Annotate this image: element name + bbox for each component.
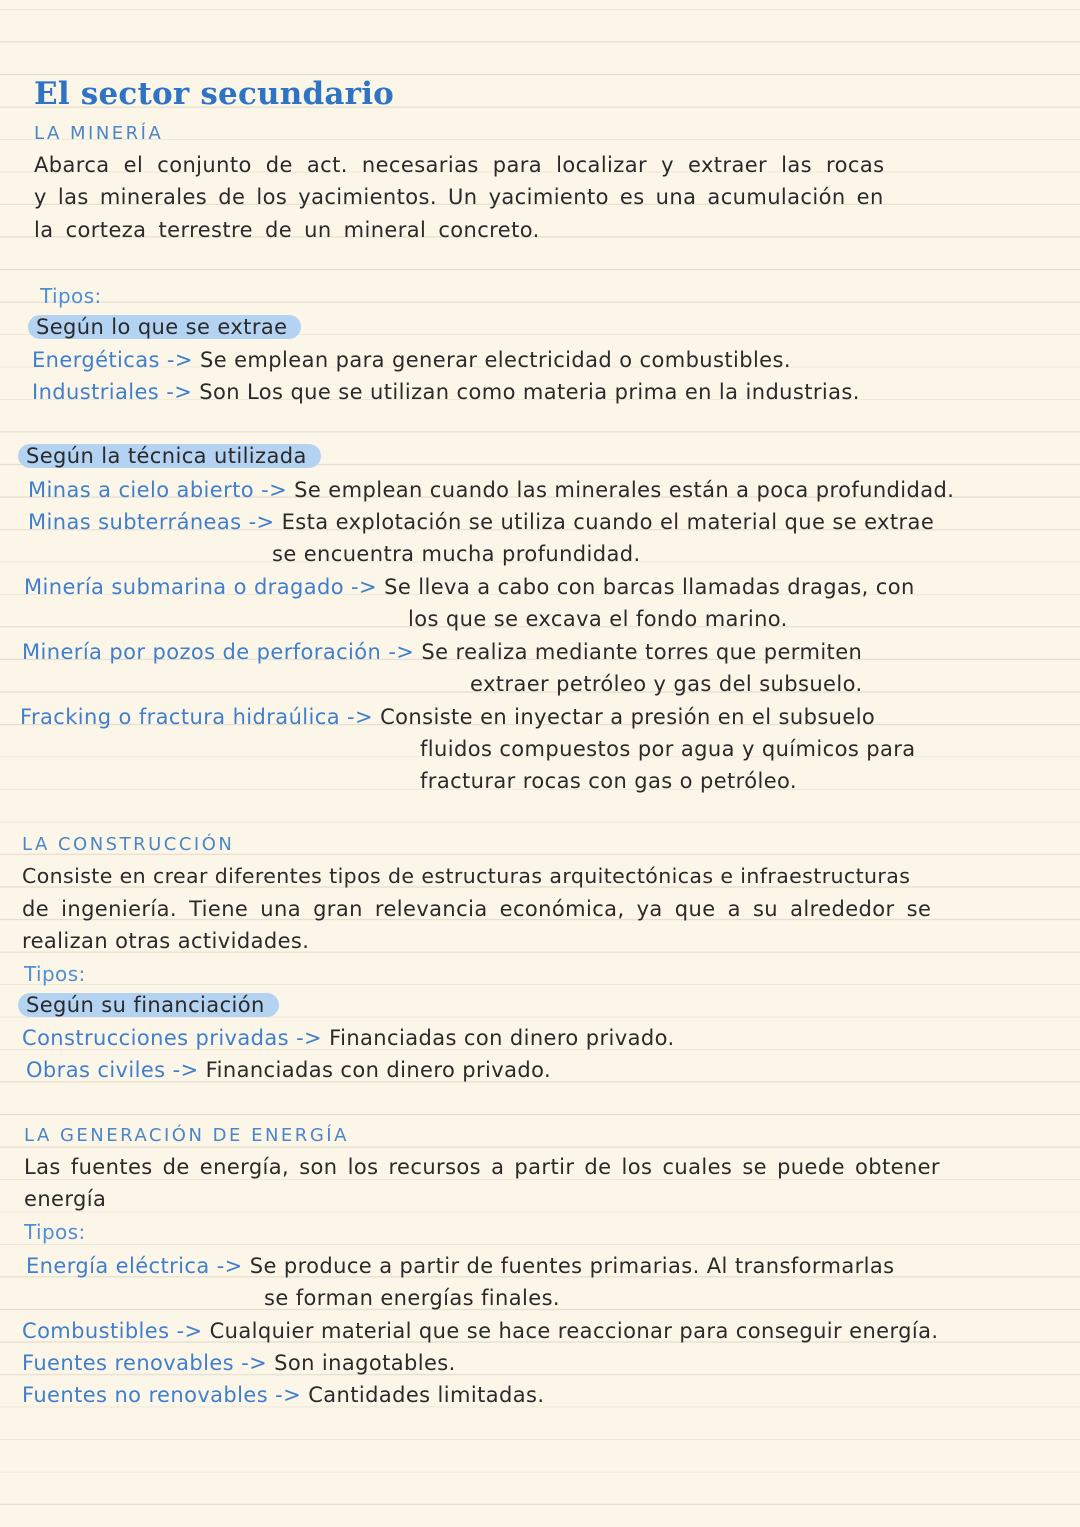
tipos-label: Tipos: xyxy=(40,284,102,308)
definition: Consiste en inyectar a presión en el subsuelo xyxy=(380,705,876,729)
page-title: El sector secundario xyxy=(34,76,395,112)
arrow-icon: -> xyxy=(275,1383,302,1407)
term-obras-civiles: Obras civiles xyxy=(26,1058,166,1082)
list-item xyxy=(26,1252,895,1280)
definition: Se produce a partir de fuentes primarias. Al transformarlas xyxy=(249,1254,895,1278)
term-minas-cielo-abierto: Minas a cielo abierto xyxy=(28,478,255,502)
group-label-segun-su-financiacion: Según su financiación xyxy=(18,993,279,1017)
definition-continued: los que se excava el fondo marino. xyxy=(408,607,788,631)
definition: Cantidades limitadas. xyxy=(308,1383,545,1407)
definition: Cualquier material que se hace reaccionar para conseguir energía. xyxy=(209,1319,939,1343)
term-fuentes-renovables: Fuentes renovables xyxy=(22,1351,235,1375)
definition: Son Los que se utilizan como materia prima en la industrias. xyxy=(199,380,860,404)
mineria-intro-line: y las minerales de los yacimientos. Un yacimiento es una acumulación en xyxy=(34,185,884,209)
list-item xyxy=(28,476,954,504)
list-item xyxy=(22,1381,544,1409)
arrow-icon: -> xyxy=(261,478,288,502)
term-energeticas: Energéticas xyxy=(32,348,160,372)
term-mineria-pozos-perforacion: Minería por pozos de perforación xyxy=(22,640,382,664)
term-energia-electrica: Energía eléctrica xyxy=(26,1254,210,1278)
term-mineria-submarina: Minería submarina o dragado xyxy=(24,575,344,599)
construccion-intro-line: realizan otras actividades. xyxy=(22,929,310,953)
arrow-icon: -> xyxy=(241,1351,268,1375)
definition-continued: fluidos compuestos por agua y químicos para xyxy=(420,737,916,761)
term-industriales: Industriales xyxy=(32,380,160,404)
group-label-segun-lo-que-se-extrae: Según lo que se extrae xyxy=(28,315,301,339)
definition: Esta explotación se utiliza cuando el material que se extrae xyxy=(281,510,935,534)
definition: Son inagotables. xyxy=(274,1351,456,1375)
arrow-icon: -> xyxy=(347,705,374,729)
list-item xyxy=(22,1349,456,1377)
list-item xyxy=(32,378,860,406)
definition: Financiadas con dinero privado. xyxy=(205,1058,552,1082)
section-heading-construccion: LA CONSTRUCCIÓN xyxy=(22,834,235,855)
definition-continued: fracturar rocas con gas o petróleo. xyxy=(420,769,797,793)
list-item xyxy=(24,573,915,601)
term-fracking: Fracking o fractura hidraúlica xyxy=(20,705,340,729)
tipos-label: Tipos: xyxy=(24,1220,86,1244)
arrow-icon: -> xyxy=(351,575,378,599)
list-item xyxy=(26,1056,551,1084)
list-item xyxy=(28,508,934,536)
group-label-segun-la-tecnica: Según la técnica utilizada xyxy=(18,444,321,468)
construccion-intro-line: de ingeniería. Tiene una gran relevancia económica, ya que a su alrededor se xyxy=(22,897,932,921)
tipos-label: Tipos: xyxy=(24,962,86,986)
definition-continued: extraer petróleo y gas del subsuelo. xyxy=(470,672,863,696)
arrow-icon: -> xyxy=(248,510,275,534)
definition: Se realiza mediante torres que permiten xyxy=(421,640,863,664)
list-item xyxy=(22,638,862,666)
construccion-intro-line: Consiste en crear diferentes tipos de estructuras arquitectónicas e infraestructuras xyxy=(22,864,911,888)
arrow-icon: -> xyxy=(166,380,193,404)
section-heading-energia: LA GENERACIÓN DE ENERGÍA xyxy=(24,1125,349,1146)
arrow-icon: -> xyxy=(388,640,415,664)
definition-continued: se encuentra mucha profundidad. xyxy=(272,542,641,566)
mineria-intro-line: Abarca el conjunto de act. necesarias para localizar y extraer las rocas xyxy=(34,153,885,177)
term-fuentes-no-renovables: Fuentes no renovables xyxy=(22,1383,269,1407)
energia-intro-line: Las fuentes de energía, son los recursos a partir de los cuales se puede obtener xyxy=(24,1155,940,1179)
definition: Se lleva a cabo con barcas llamadas dragas, con xyxy=(384,575,915,599)
term-minas-subterraneas: Minas subterráneas xyxy=(28,510,242,534)
arrow-icon: -> xyxy=(216,1254,243,1278)
definition-continued: se forman energías finales. xyxy=(264,1286,560,1310)
term-combustibles: Combustibles xyxy=(22,1319,170,1343)
definition: Financiadas con dinero privado. xyxy=(329,1026,675,1050)
definition: Se emplean para generar electricidad o combustibles. xyxy=(199,348,791,372)
list-item xyxy=(20,703,875,731)
arrow-icon: -> xyxy=(296,1026,323,1050)
energia-intro-line: energía xyxy=(24,1187,107,1211)
list-item xyxy=(22,1024,675,1052)
arrow-icon: -> xyxy=(176,1319,203,1343)
arrow-icon: -> xyxy=(172,1058,199,1082)
list-item xyxy=(22,1317,938,1345)
term-construcciones-privadas: Construcciones privadas xyxy=(22,1026,289,1050)
arrow-icon: -> xyxy=(166,348,193,372)
definition: Se emplean cuando las minerales están a poca profundidad. xyxy=(294,478,955,502)
section-heading-mineria: LA MINERÍA xyxy=(34,123,164,144)
mineria-intro-line: la corteza terrestre de un mineral concreto. xyxy=(34,218,540,242)
list-item xyxy=(32,346,791,374)
